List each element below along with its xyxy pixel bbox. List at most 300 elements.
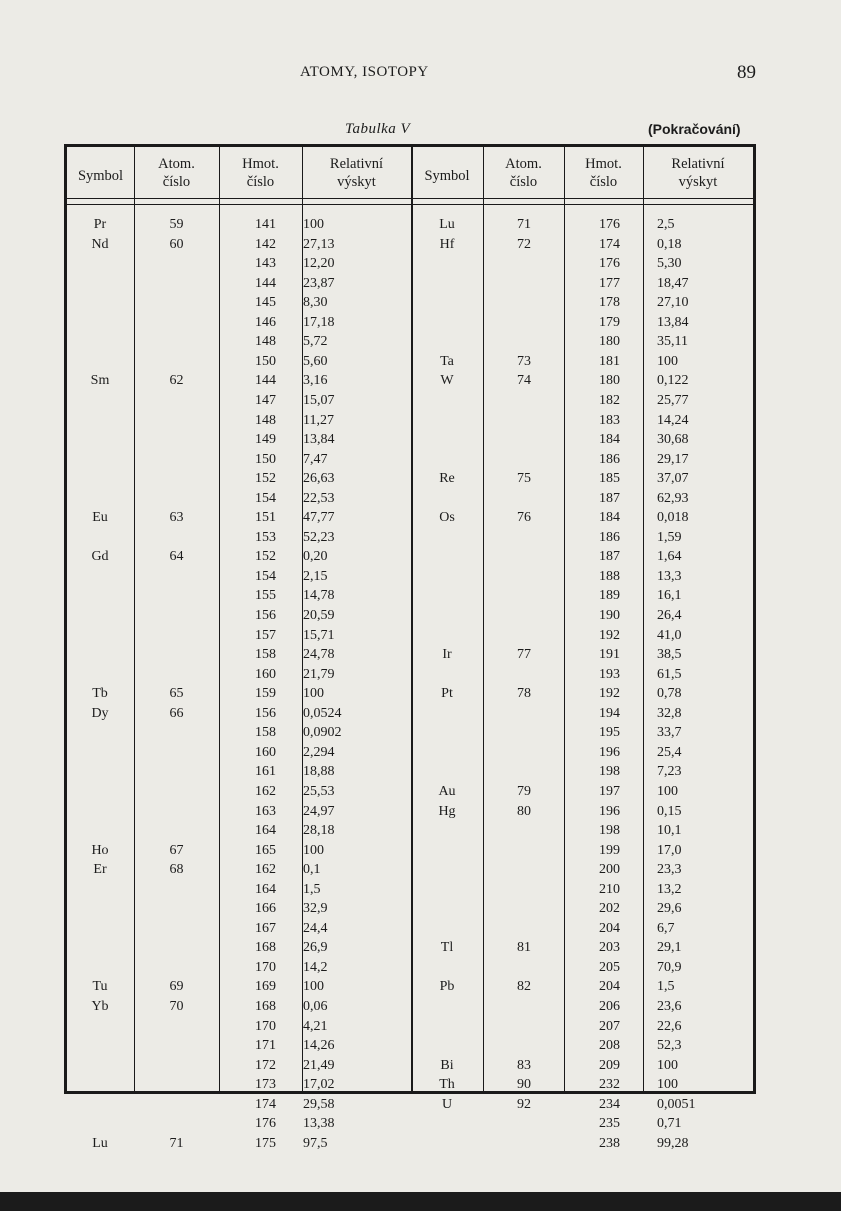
mass-number-cell: 169 xyxy=(255,979,276,995)
abundance-cell: 15,71 xyxy=(303,627,335,643)
abundance-cell: 3,16 xyxy=(303,373,328,389)
mass-number-cell: 235 xyxy=(599,1116,620,1132)
atomic-number-cell: 77 xyxy=(517,647,531,663)
abundance-cell: 24,78 xyxy=(303,647,335,663)
symbol-cell: Re xyxy=(439,471,455,487)
mass-number-cell: 208 xyxy=(599,1038,620,1054)
atomic-number-cell: 82 xyxy=(517,979,531,995)
abundance-cell: 0,1 xyxy=(303,862,321,878)
mass-number-cell: 158 xyxy=(255,647,276,663)
table-row xyxy=(67,1075,759,1095)
table-row xyxy=(67,352,759,372)
abundance-cell: 0,0051 xyxy=(657,1096,696,1112)
abundance-cell: 29,6 xyxy=(657,901,682,917)
symbol-cell: Pr xyxy=(93,217,107,232)
mass-number-cell: 174 xyxy=(599,236,620,252)
table-row xyxy=(67,469,759,489)
mass-number-cell: 238 xyxy=(599,1135,620,1151)
mass-number-cell: 160 xyxy=(255,666,276,682)
abundance-cell: 26,9 xyxy=(303,940,328,956)
abundance-cell: 99,28 xyxy=(657,1135,689,1151)
atomic-number-cell: 74 xyxy=(517,373,531,389)
table-row xyxy=(67,802,759,822)
abundance-cell: 29,58 xyxy=(303,1096,335,1112)
abundance-cell: 0,15 xyxy=(657,803,682,819)
mass-number-cell: 176 xyxy=(255,1116,276,1132)
abundance-cell: 6,7 xyxy=(657,920,675,936)
abundance-cell: 32,9 xyxy=(303,901,328,917)
abundance-cell: 4,21 xyxy=(303,1018,328,1034)
table-row xyxy=(67,977,759,997)
mass-number-cell: 191 xyxy=(599,647,620,663)
mass-number-cell: 198 xyxy=(599,823,620,839)
mass-number-cell: 178 xyxy=(599,295,620,311)
mass-number-cell: 234 xyxy=(599,1096,620,1112)
abundance-cell: 30,68 xyxy=(657,432,689,448)
table-continuation-note: (Pokračování) xyxy=(648,121,741,137)
symbol-cell: U xyxy=(441,1096,453,1112)
mass-number-cell: 154 xyxy=(255,568,276,584)
mass-number-cell: 155 xyxy=(255,588,276,604)
atomic-number-cell: 71 xyxy=(169,1135,184,1151)
mass-number-cell: 186 xyxy=(599,529,620,545)
mass-number-cell: 157 xyxy=(255,627,276,643)
abundance-cell: 27,10 xyxy=(657,295,689,311)
table-row xyxy=(67,547,759,567)
symbol-cell: Th xyxy=(439,1077,455,1093)
abundance-cell: 15,07 xyxy=(303,392,335,408)
abundance-cell: 2,5 xyxy=(657,217,675,232)
table-row xyxy=(67,411,759,431)
column-header-mass-number: Hmot. číslo xyxy=(242,156,279,190)
mass-number-cell: 154 xyxy=(255,490,276,506)
mass-number-cell: 188 xyxy=(599,568,620,584)
mass-number-cell: 176 xyxy=(599,217,620,232)
mass-number-cell: 147 xyxy=(255,392,276,408)
mass-number-cell: 206 xyxy=(599,999,620,1014)
column-header-relative-abundance-2: Relativní výskyt xyxy=(671,156,725,190)
mass-number-cell: 150 xyxy=(255,353,276,369)
abundance-cell: 24,4 xyxy=(303,920,328,936)
abundance-cell: 52,3 xyxy=(657,1038,682,1054)
mass-number-cell: 204 xyxy=(599,920,620,936)
mass-number-cell: 144 xyxy=(255,373,276,389)
abundance-cell: 5,72 xyxy=(303,334,328,350)
table-row xyxy=(67,508,759,528)
abundance-cell: 10,1 xyxy=(657,823,682,839)
isotope-table xyxy=(64,144,756,1151)
table-row xyxy=(67,430,759,450)
abundance-cell: 20,59 xyxy=(303,608,335,623)
abundance-cell: 1,59 xyxy=(657,529,682,545)
abundance-cell: 70,9 xyxy=(657,959,682,975)
mass-number-cell: 161 xyxy=(255,764,276,780)
mass-number-cell: 190 xyxy=(599,608,620,623)
abundance-cell: 12,20 xyxy=(303,256,335,272)
mass-number-cell: 145 xyxy=(255,295,276,311)
abundance-cell: 14,24 xyxy=(657,412,689,428)
mass-number-cell: 184 xyxy=(599,510,620,526)
atomic-number-cell: 78 xyxy=(517,686,531,702)
table-row xyxy=(67,313,759,333)
symbol-cell: Ir xyxy=(442,647,452,663)
abundance-cell: 28,18 xyxy=(303,823,335,839)
abundance-cell: 0,018 xyxy=(657,510,689,526)
abundance-cell: 26,63 xyxy=(303,471,335,487)
abundance-cell: 27,13 xyxy=(303,236,335,252)
mass-number-cell: 177 xyxy=(599,275,620,291)
mass-number-cell: 156 xyxy=(255,608,276,623)
mass-number-cell: 185 xyxy=(599,471,620,487)
abundance-cell: 0,0524 xyxy=(303,705,342,721)
table-row xyxy=(67,743,759,763)
abundance-cell: 13,3 xyxy=(657,568,682,584)
column-header-mass-number-2: Hmot. číslo xyxy=(585,156,622,190)
abundance-cell: 35,11 xyxy=(657,334,688,350)
mass-number-cell: 148 xyxy=(255,412,276,428)
mass-number-cell: 144 xyxy=(255,275,276,291)
abundance-cell: 1,5 xyxy=(657,979,675,995)
mass-number-cell: 204 xyxy=(599,979,620,995)
table-row xyxy=(67,528,759,548)
abundance-cell: 100 xyxy=(303,842,324,858)
mass-number-cell: 173 xyxy=(255,1077,276,1093)
symbol-cell: Tl xyxy=(440,940,454,956)
atomic-number-cell: 59 xyxy=(169,217,184,232)
mass-number-cell: 142 xyxy=(255,236,276,252)
abundance-cell: 26,4 xyxy=(657,608,682,623)
mass-number-cell: 203 xyxy=(599,940,620,956)
mass-number-cell: 164 xyxy=(255,881,276,897)
abundance-cell: 100 xyxy=(657,1057,678,1073)
table-row xyxy=(67,1056,759,1076)
abundance-cell: 13,84 xyxy=(303,432,335,448)
abundance-cell: 100 xyxy=(657,1077,678,1093)
mass-number-cell: 162 xyxy=(255,783,276,799)
table-row xyxy=(67,450,759,470)
symbol-cell: Dy xyxy=(91,705,109,721)
mass-number-cell: 200 xyxy=(599,862,620,878)
mass-number-cell: 196 xyxy=(599,744,620,760)
abundance-cell: 17,18 xyxy=(303,314,335,330)
mass-number-cell: 195 xyxy=(599,725,620,741)
abundance-cell: 1,5 xyxy=(303,881,321,897)
abundance-cell: 100 xyxy=(657,353,678,369)
table-row xyxy=(67,371,759,391)
mass-number-cell: 146 xyxy=(255,314,276,330)
atomic-number-cell: 60 xyxy=(169,236,184,252)
abundance-cell: 11,27 xyxy=(303,412,334,428)
header-rule xyxy=(67,198,753,199)
symbol-cell: Bi xyxy=(440,1057,454,1073)
mass-number-cell: 167 xyxy=(255,920,276,936)
mass-number-cell: 182 xyxy=(599,392,620,408)
mass-number-cell: 162 xyxy=(255,862,276,878)
mass-number-cell: 152 xyxy=(255,549,276,565)
atomic-number-cell: 79 xyxy=(517,783,531,799)
mass-number-cell: 180 xyxy=(599,334,620,350)
abundance-cell: 24,97 xyxy=(303,803,335,819)
symbol-cell: Ta xyxy=(440,353,454,369)
mass-number-cell: 150 xyxy=(255,451,276,467)
table-row xyxy=(67,606,759,626)
abundance-cell: 23,6 xyxy=(657,999,682,1014)
table-row xyxy=(67,997,759,1017)
table-row xyxy=(67,860,759,880)
table-row xyxy=(67,274,759,294)
abundance-cell: 16,1 xyxy=(657,588,682,604)
table-row xyxy=(67,626,759,646)
mass-number-cell: 232 xyxy=(599,1077,620,1093)
atomic-number-cell: 92 xyxy=(517,1096,531,1112)
abundance-cell: 1,64 xyxy=(657,549,682,565)
symbol-cell: Yb xyxy=(91,999,109,1014)
table-row xyxy=(67,723,759,743)
mass-number-cell: 171 xyxy=(255,1038,276,1054)
abundance-cell: 37,07 xyxy=(657,471,689,487)
table-row xyxy=(67,665,759,685)
table-row xyxy=(67,958,759,978)
abundance-cell: 62,93 xyxy=(657,490,689,506)
atomic-number-cell: 80 xyxy=(517,803,531,819)
mass-number-cell: 187 xyxy=(599,549,620,565)
mass-number-cell: 209 xyxy=(599,1057,620,1073)
abundance-cell: 17,0 xyxy=(657,842,682,858)
mass-number-cell: 198 xyxy=(599,764,620,780)
table-row xyxy=(67,215,759,235)
abundance-cell: 52,23 xyxy=(303,529,335,545)
table-row xyxy=(67,1095,759,1115)
table-row xyxy=(67,1017,759,1037)
mass-number-cell: 192 xyxy=(599,627,620,643)
abundance-cell: 0,122 xyxy=(657,373,689,389)
mass-number-cell: 184 xyxy=(599,432,620,448)
mass-number-cell: 168 xyxy=(255,940,276,956)
mass-number-cell: 148 xyxy=(255,334,276,350)
abundance-cell: 18,47 xyxy=(657,275,689,291)
table-row xyxy=(67,1036,759,1056)
mass-number-cell: 207 xyxy=(599,1018,620,1034)
mass-number-cell: 149 xyxy=(255,432,276,448)
abundance-cell: 0,20 xyxy=(303,549,328,565)
column-header-symbol-2: Symbol xyxy=(424,168,470,184)
abundance-cell: 22,6 xyxy=(657,1018,682,1034)
header-rule-double xyxy=(67,204,753,205)
abundance-cell: 29,17 xyxy=(657,451,689,467)
table-row xyxy=(67,645,759,665)
abundance-cell: 23,87 xyxy=(303,275,335,291)
table-row xyxy=(67,1114,759,1134)
mass-number-cell: 158 xyxy=(255,725,276,741)
mass-number-cell: 193 xyxy=(599,666,620,682)
mass-number-cell: 159 xyxy=(255,686,276,702)
mass-number-cell: 175 xyxy=(255,1135,276,1151)
abundance-cell: 21,49 xyxy=(303,1057,335,1073)
symbol-cell: Hg xyxy=(438,803,456,819)
atomic-number-cell: 66 xyxy=(169,705,184,721)
mass-number-cell: 205 xyxy=(599,959,620,975)
abundance-cell: 17,02 xyxy=(303,1077,335,1093)
mass-number-cell: 164 xyxy=(255,823,276,839)
symbol-cell: Gd xyxy=(91,549,109,565)
table-row xyxy=(67,938,759,958)
abundance-cell: 13,2 xyxy=(657,881,682,897)
table-row xyxy=(67,684,759,704)
symbol-cell: Tu xyxy=(92,979,108,995)
table-row xyxy=(67,899,759,919)
abundance-cell: 38,5 xyxy=(657,647,682,663)
abundance-cell: 14,26 xyxy=(303,1038,335,1054)
symbol-cell: Sm xyxy=(90,373,110,389)
mass-number-cell: 151 xyxy=(255,510,276,526)
abundance-cell: 7,23 xyxy=(657,764,682,780)
abundance-cell: 25,53 xyxy=(303,783,335,799)
abundance-cell: 14,78 xyxy=(303,588,335,604)
symbol-cell: Os xyxy=(439,510,455,526)
atomic-number-cell: 73 xyxy=(517,353,531,369)
scan-bottom-edge xyxy=(0,1192,841,1211)
mass-number-cell: 186 xyxy=(599,451,620,467)
symbol-cell: Pb xyxy=(439,979,455,995)
abundance-cell: 41,0 xyxy=(657,627,682,643)
column-header-atomic-number: Atom. číslo xyxy=(158,156,195,190)
table-row xyxy=(67,704,759,724)
abundance-cell: 21,79 xyxy=(303,666,335,682)
table-row xyxy=(67,586,759,606)
abundance-cell: 5,60 xyxy=(303,353,328,369)
symbol-cell: Er xyxy=(93,862,107,878)
abundance-cell: 0,18 xyxy=(657,236,682,252)
abundance-cell: 8,30 xyxy=(303,295,328,311)
symbol-cell: Lu xyxy=(439,217,455,232)
abundance-cell: 2,15 xyxy=(303,568,328,584)
mass-number-cell: 152 xyxy=(255,471,276,487)
atomic-number-cell: 62 xyxy=(169,373,184,389)
mass-number-cell: 153 xyxy=(255,529,276,545)
symbol-cell: Lu xyxy=(92,1135,108,1151)
table-row xyxy=(67,235,759,255)
mass-number-cell: 183 xyxy=(599,412,620,428)
mass-number-cell: 172 xyxy=(255,1057,276,1073)
running-header: ATOMY, ISOTOPY xyxy=(300,64,429,80)
table-row xyxy=(67,489,759,509)
mass-number-cell: 166 xyxy=(255,901,276,917)
symbol-cell: Eu xyxy=(92,510,108,526)
column-header-symbol: Symbol xyxy=(77,168,124,184)
abundance-cell: 23,3 xyxy=(657,862,682,878)
symbol-cell: Ho xyxy=(91,842,109,858)
table-row xyxy=(67,254,759,274)
mass-number-cell: 163 xyxy=(255,803,276,819)
atomic-number-cell: 81 xyxy=(517,940,531,956)
abundance-cell: 100 xyxy=(303,979,324,995)
mass-number-cell: 192 xyxy=(599,686,620,702)
symbol-cell: Au xyxy=(438,783,456,799)
atomic-number-cell: 75 xyxy=(517,471,531,487)
mass-number-cell: 189 xyxy=(599,588,620,604)
mass-number-cell: 168 xyxy=(255,999,276,1014)
abundance-cell: 0,06 xyxy=(303,999,328,1014)
table-row xyxy=(67,391,759,411)
symbol-cell: Nd xyxy=(91,236,109,252)
abundance-cell: 33,7 xyxy=(657,725,682,741)
mass-number-cell: 170 xyxy=(255,1018,276,1034)
mass-number-cell: 187 xyxy=(599,490,620,506)
abundance-cell: 32,8 xyxy=(657,705,682,721)
abundance-cell: 0,0902 xyxy=(303,725,342,741)
abundance-cell: 14,2 xyxy=(303,959,328,975)
atomic-number-cell: 71 xyxy=(517,217,531,232)
atomic-number-cell: 65 xyxy=(169,686,184,702)
column-header-relative-abundance: Relativní výskyt xyxy=(329,156,384,190)
atomic-number-cell: 83 xyxy=(517,1057,531,1073)
mass-number-cell: 160 xyxy=(255,744,276,760)
page-number: 89 xyxy=(737,62,756,83)
table-row xyxy=(67,1134,759,1154)
atomic-number-cell: 68 xyxy=(169,862,184,878)
abundance-cell: 25,77 xyxy=(657,392,689,408)
mass-number-cell: 196 xyxy=(599,803,620,819)
mass-number-cell: 197 xyxy=(599,783,620,799)
table-row xyxy=(67,332,759,352)
table-row xyxy=(67,919,759,939)
abundance-cell: 13,84 xyxy=(657,314,689,330)
symbol-cell: Tb xyxy=(92,686,108,702)
mass-number-cell: 156 xyxy=(255,705,276,721)
mass-number-cell: 141 xyxy=(255,217,276,232)
table-row xyxy=(67,293,759,313)
abundance-cell: 100 xyxy=(303,686,324,702)
atomic-number-cell: 63 xyxy=(169,510,184,526)
abundance-cell: 18,88 xyxy=(303,764,335,780)
mass-number-cell: 165 xyxy=(255,842,276,858)
table-title: Tabulka V xyxy=(345,121,411,137)
abundance-cell: 0,78 xyxy=(657,686,682,702)
abundance-cell: 7,47 xyxy=(303,451,328,467)
mass-number-cell: 194 xyxy=(599,705,620,721)
mass-number-cell: 210 xyxy=(599,881,620,897)
abundance-cell: 0,71 xyxy=(657,1116,682,1132)
abundance-cell: 97,5 xyxy=(303,1135,328,1151)
abundance-cell: 29,1 xyxy=(657,940,682,956)
abundance-cell: 61,5 xyxy=(657,666,682,682)
abundance-cell: 100 xyxy=(303,217,324,232)
atomic-number-cell: 72 xyxy=(517,236,531,252)
atomic-number-cell: 90 xyxy=(517,1077,531,1093)
mass-number-cell: 181 xyxy=(599,353,620,369)
table-row xyxy=(67,762,759,782)
mass-number-cell: 174 xyxy=(255,1096,276,1112)
mass-number-cell: 176 xyxy=(599,256,620,272)
abundance-cell: 5,30 xyxy=(657,256,682,272)
table-row xyxy=(67,567,759,587)
mass-number-cell: 202 xyxy=(599,901,620,917)
symbol-cell: W xyxy=(440,373,454,389)
table-row xyxy=(67,782,759,802)
table-row xyxy=(67,880,759,900)
mass-number-cell: 143 xyxy=(255,256,276,272)
abundance-cell: 2,294 xyxy=(303,744,335,760)
symbol-cell: Hf xyxy=(439,236,455,252)
symbol-cell: Pt xyxy=(441,686,453,702)
abundance-cell: 47,77 xyxy=(303,510,335,526)
atomic-number-cell: 67 xyxy=(169,842,184,858)
atomic-number-cell: 64 xyxy=(169,549,184,565)
atomic-number-cell: 70 xyxy=(169,999,184,1014)
atomic-number-cell: 76 xyxy=(517,510,531,526)
mass-number-cell: 170 xyxy=(255,959,276,975)
table-row xyxy=(67,841,759,861)
